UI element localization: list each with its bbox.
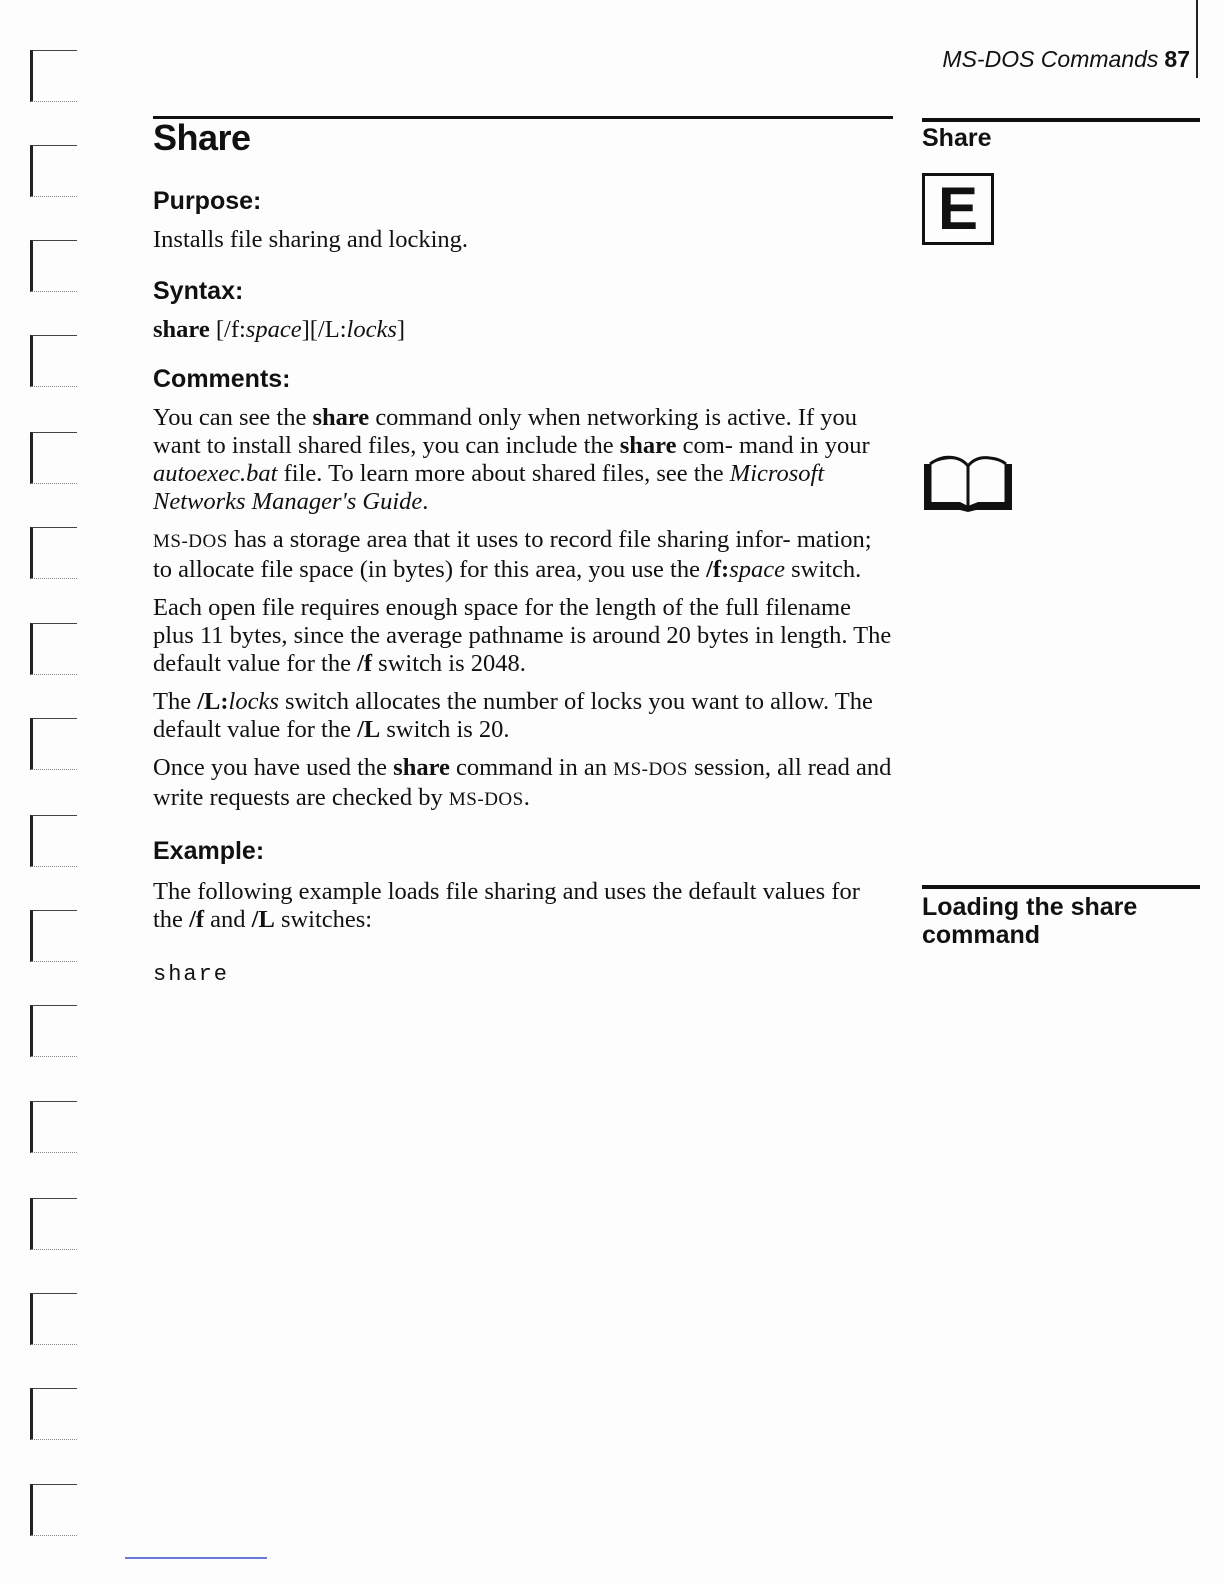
binding-mark <box>30 623 77 675</box>
example-heading: Example: <box>153 837 265 865</box>
binding-mark <box>30 145 77 197</box>
comment-paragraph-3 <box>153 594 893 678</box>
binding-mark <box>30 1293 77 1345</box>
book-title: Microsoft Networks Manager's Guide <box>153 460 825 515</box>
e-badge-letter: E <box>937 175 979 242</box>
book-icon <box>920 452 1016 519</box>
example-code: share <box>153 962 230 987</box>
binding-mark <box>30 1101 77 1153</box>
command-name: share <box>619 432 677 459</box>
text-run: switch. <box>785 556 862 583</box>
binding-mark <box>30 527 77 579</box>
syntax-bracket: ] <box>396 316 406 343</box>
binding-mark <box>30 718 77 770</box>
comment-paragraph-1 <box>153 404 893 516</box>
page-number: 87 <box>1164 46 1190 72</box>
text-run: switch is 2048. <box>372 650 526 677</box>
binding-mark <box>30 1005 77 1057</box>
syntax-bracket: [ <box>209 316 225 343</box>
text-run: file. To learn more about shared files, see the <box>277 460 730 487</box>
sidebar-heading-share: Share <box>922 124 992 152</box>
text-run: The following example loads file sharing and uses the default values for the <box>153 878 860 933</box>
page-edge-rule <box>1196 0 1198 78</box>
syntax-heading: Syntax: <box>153 277 244 305</box>
text-run: command only when networking is active. If you want to install shared files, you can include the <box>153 404 858 459</box>
switch-name: /f: <box>706 556 730 583</box>
small-caps-msdos: MS-DOS <box>448 789 524 810</box>
syntax-bracket: ][ <box>301 316 318 343</box>
text-run: com- mand in your <box>676 432 870 459</box>
running-header <box>942 46 1190 73</box>
syntax-l-switch: /L: <box>317 316 347 343</box>
text-run: You can see the <box>153 404 313 431</box>
text-run: switches: <box>274 906 373 933</box>
syntax-f-param: space <box>245 316 302 343</box>
page-edge-mark <box>125 1557 267 1559</box>
e-badge <box>922 173 994 245</box>
switch-name: /L <box>357 716 381 743</box>
text-run: switch is 20. <box>380 716 510 743</box>
small-caps-msdos: MS-DOS <box>613 759 688 780</box>
command-name: share <box>312 404 370 431</box>
comments-heading: Comments: <box>153 365 291 393</box>
small-caps-msdos: MS-DOS <box>153 531 228 552</box>
binding-mark <box>30 240 77 292</box>
text-run: . <box>422 488 429 515</box>
file-name: autoexec.bat <box>153 460 278 487</box>
text-run: switch allocates the number of locks you want to allow. The default value for the <box>153 688 873 743</box>
command-name: share <box>393 754 450 781</box>
main-column <box>153 118 893 987</box>
switch-name: /L: <box>197 688 229 715</box>
binding-mark <box>30 815 77 867</box>
binding-mark <box>30 910 77 962</box>
comment-paragraph-4 <box>153 688 893 744</box>
running-title: MS-DOS Commands <box>942 46 1159 72</box>
text-run: command in an <box>449 754 614 781</box>
switch-name: /f <box>357 650 373 677</box>
text-run: . <box>523 784 530 811</box>
switch-param: locks <box>228 688 279 715</box>
text-run: session, all read and write requests are checked by <box>153 754 892 811</box>
text-run: has a storage area that it uses to record file sharing infor- mation; to allocate file space (in bytes) for this area, you use the <box>153 526 872 583</box>
purpose-heading: Purpose: <box>153 187 262 215</box>
binding-mark <box>30 1388 77 1440</box>
syntax-l-param: locks <box>346 316 397 343</box>
syntax-command: share <box>153 316 210 343</box>
syntax-f-switch: /f: <box>224 316 246 343</box>
sidebar-rule-2 <box>922 885 1200 889</box>
binding-mark <box>30 1484 77 1536</box>
syntax-line <box>153 316 893 344</box>
text-run: Each open file requires enough space for the length of the full filename plus 11 bytes, since the average pathname is around 20 bytes in length. The default value for the <box>153 594 892 677</box>
switch-name: /L <box>251 906 275 933</box>
binding-mark <box>30 50 77 102</box>
switch-param: space <box>729 556 786 583</box>
comment-paragraph-2 <box>153 526 893 584</box>
comment-paragraph-5 <box>153 754 893 814</box>
binding-mark <box>30 335 77 387</box>
example-text <box>153 878 893 934</box>
text-run: The <box>153 688 198 715</box>
purpose-text: Installs file sharing and locking. <box>153 226 469 253</box>
sidebar-heading-loading: Loading the share command <box>922 893 1138 949</box>
text-run: and <box>204 906 252 933</box>
sidebar-rule-1 <box>922 118 1200 122</box>
text-run: Once you have used the <box>153 754 394 781</box>
page-title: Share <box>153 117 251 158</box>
binding-mark <box>30 1198 77 1250</box>
binding-mark <box>30 432 77 484</box>
switch-name: /f <box>189 906 205 933</box>
